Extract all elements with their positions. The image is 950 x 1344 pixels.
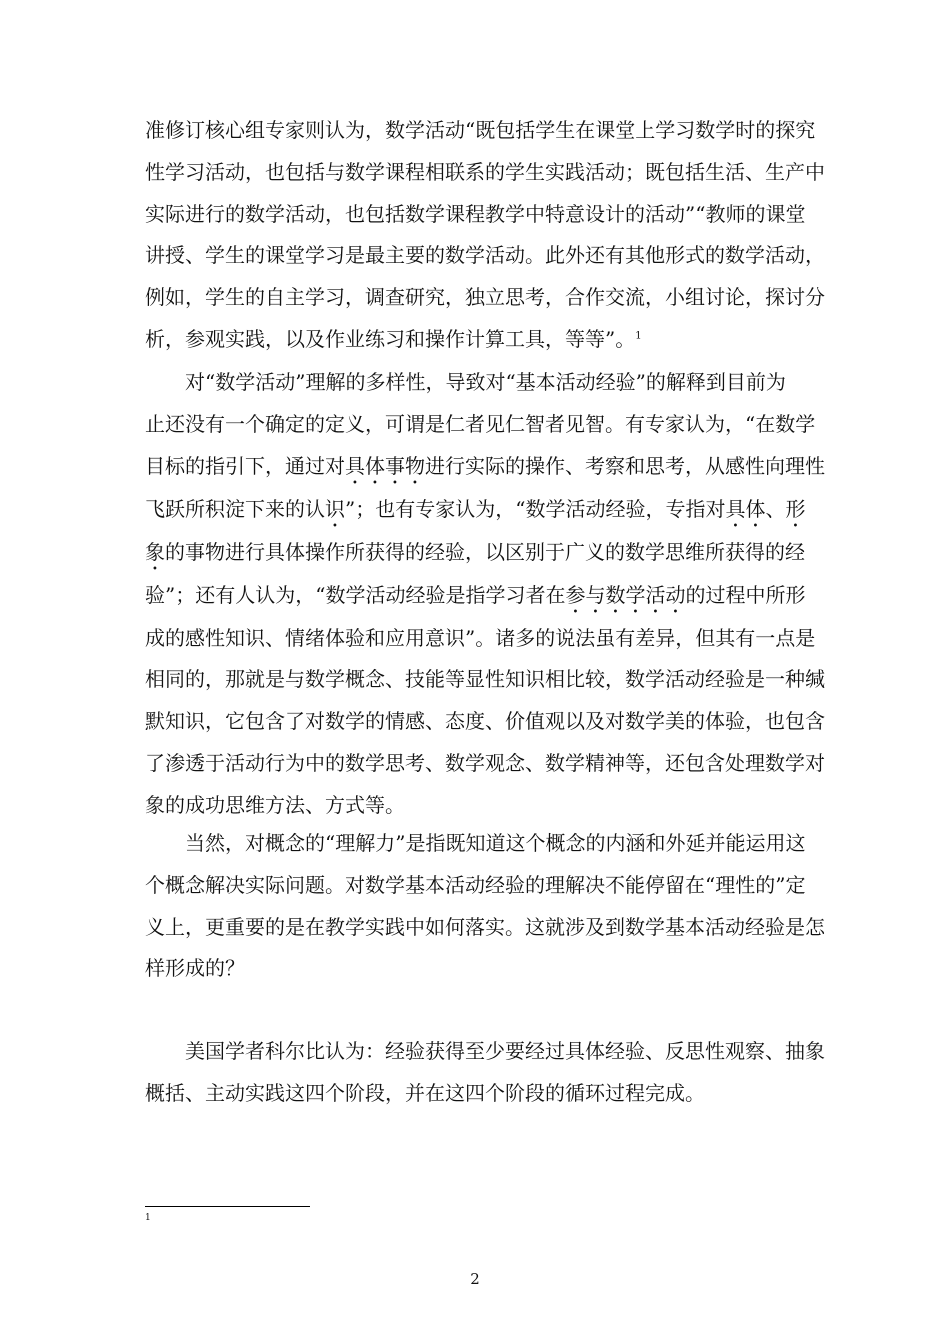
- paragraph-1: [145, 110, 825, 361]
- text-run: ”；也有专家认为，“数学活动经验，专指对: [345, 496, 726, 521]
- text-line: [145, 446, 825, 489]
- paragraph-3: [145, 823, 825, 990]
- text-run: 的事物进行具体操作所获得的经验，以区别于广义的数学思维所获得的经: [165, 539, 805, 564]
- text-line: 准修订核心组专家则认为，数学活动“既包括学生在课堂上学习数学时的探究: [145, 118, 816, 142]
- text-line: 义上，更重要的是在教学实践中如何落实。这就涉及到数学基本活动经验是怎: [145, 914, 825, 939]
- text-run: 飞跃所积淀下来的认: [145, 496, 325, 521]
- emphasized-text: 识: [325, 496, 345, 521]
- text-run: 目标的指引下，通过对: [145, 453, 345, 478]
- text-line: 实际进行的数学活动，也包括数学课程教学中特意设计的活动”“教师的课堂: [145, 201, 806, 226]
- text-run: 的过程中所形: [685, 582, 806, 607]
- text-line: 样形成的？: [145, 956, 245, 981]
- text-line: 性学习活动，也包括与数学课程相联系的学生实践活动；既包括生活、生产中: [145, 159, 825, 184]
- text-line: [145, 575, 813, 618]
- footnote-number: 1: [145, 1213, 151, 1223]
- text-line-content: 析，参观实践，以及作业练习和操作计算工具，等等”。: [145, 326, 636, 351]
- text-line: 相同的，那就是与数学概念、技能等显性知识相比较，数学活动经验是一种缄: [145, 667, 825, 692]
- text-line: 止还没有一个确定的定义，可谓是仁者见仁智者见智。有专家认为，“在数学: [145, 411, 816, 436]
- text-line: 默知识，它包含了对数学的情感、态度、价值观以及对数学美的体验，也包含: [145, 709, 825, 734]
- emphasized-text: 具体: [725, 496, 766, 521]
- text-run: 进行实际的操作、考察和思考，从感性向理性: [425, 453, 825, 478]
- text-run: 验: [145, 582, 165, 607]
- text-line: 对“数学活动”理解的多样性，导致对“基本活动经验”的解释到目前为: [145, 370, 786, 394]
- emphasized-text: 具体事物: [345, 453, 425, 478]
- emphasized-text: 参与数学活动: [565, 582, 686, 607]
- footnote-separator: [145, 1206, 310, 1207]
- text-line: 象的成功思维方法、方式等。: [145, 792, 405, 817]
- text-line: 概括、主动实践这四个阶段，并在这四个阶段的循环过程完成。: [145, 1080, 705, 1105]
- page-number: 2: [470, 1270, 480, 1288]
- text-run: ”；还有人认为，“数学活动经验是指学习者在: [165, 582, 566, 607]
- text-line: [145, 532, 813, 575]
- text-line: 个概念解决实际问题。对数学基本活动经验的理解决不能停留在“理性的”定: [145, 872, 806, 897]
- text-line: 成的感性知识、情绪体验和应用意识”。诸多的说法虽有差异，但其有一点是: [145, 625, 816, 650]
- text-line: [145, 489, 813, 532]
- text-line: 讲授、学生的课堂学习是最主要的数学活动。此外还有其他形式的数学活动，: [145, 243, 825, 268]
- emphasized-text: 象: [145, 539, 165, 564]
- text-line: 美国学者科尔比认为：经验获得至少要经过具体经验、反思性观察、抽象: [145, 1039, 825, 1063]
- footnote-reference[interactable]: 1: [635, 330, 642, 342]
- paragraph-2: [145, 362, 825, 827]
- text-line: 了渗透于活动行为中的数学思考、数学观念、数学精神等，还包含处理数学对: [145, 750, 825, 775]
- emphasized-text: 形: [785, 496, 806, 521]
- text-line: [145, 319, 813, 361]
- text-run: 、: [765, 496, 786, 521]
- text-line: 例如，学生的自主学习，调查研究，独立思考，合作交流，小组讨论，探讨分: [145, 285, 825, 310]
- paragraph-4: [145, 1031, 825, 1115]
- text-line: 当然，对概念的“理解力”是指既知道这个概念的内涵和外延并能运用这: [145, 831, 806, 855]
